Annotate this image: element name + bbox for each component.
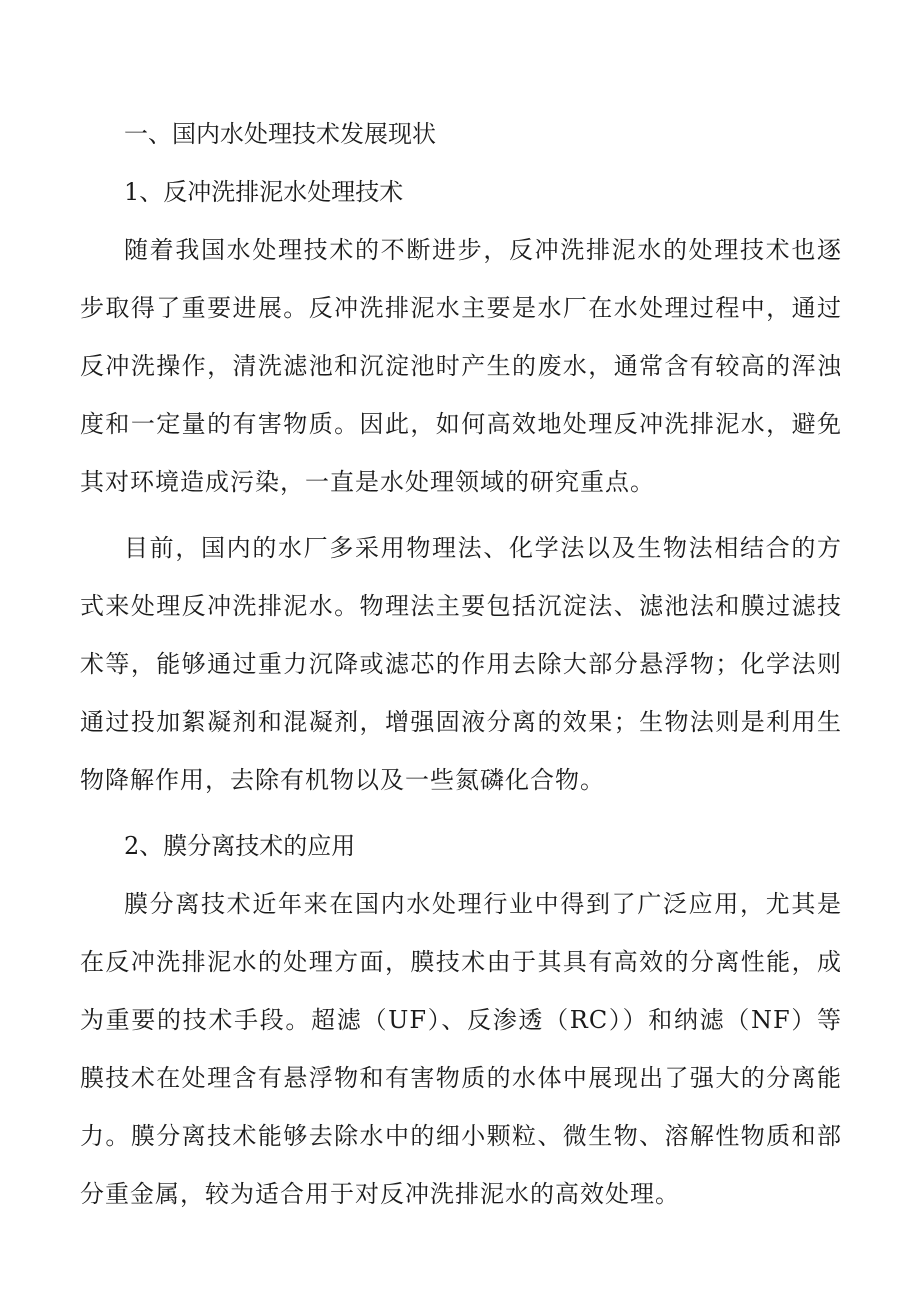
- paragraph-2: 目前，国内的水厂多采用物理法、化学法以及生物法相结合的方式来处理反冲洗排泥水。物理法主要包括沉淀法、滤池法和膜过滤技术等，能够通过重力沉降或滤芯的作用去除大部分悬浮物；化学法则通过投加絮凝剂和混凝剂，增强固液分离的效果；生物法则是利用生物降解作用，去除有机物以及一些氮磷化合物。: [80, 534, 842, 794]
- document-body: [80, 105, 842, 1231]
- section-title: 一、国内水处理技术发展现状: [124, 120, 436, 148]
- paragraph-1: 随着我国水处理技术的不断进步，反冲洗排泥水的处理技术也逐步取得了重要进展。反冲洗排泥水主要是水厂在水处理过程中，通过反冲洗操作，清洗滤池和沉淀池时产生的废水，通常含有较高的浑浊度和一定量的有害物质。因此，如何高效地处理反冲洗排泥水，避免其对环境造成污染，一直是水处理领域的研究重点。: [80, 236, 842, 496]
- subsection-title-2: 2、膜分离技术的应用: [124, 832, 356, 860]
- paragraph-3: 膜分离技术近年来在国内水处理行业中得到了广泛应用，尤其是在反冲洗排泥水的处理方面，膜技术由于其具有高效的分离性能，成为重要的技术手段。超滤（UF）、反渗透（RC））和纳滤（NF）等膜技术在处理含有悬浮物和有害物质的水体中展现出了强大的分离能力。膜分离技术能够去除水中的细小颗粒、微生物、溶解性物质和部分重金属，较为适合用于对反冲洗排泥水的高效处理。: [80, 890, 842, 1208]
- subsection-title-1: 1、反冲洗排泥水处理技术: [124, 178, 404, 206]
